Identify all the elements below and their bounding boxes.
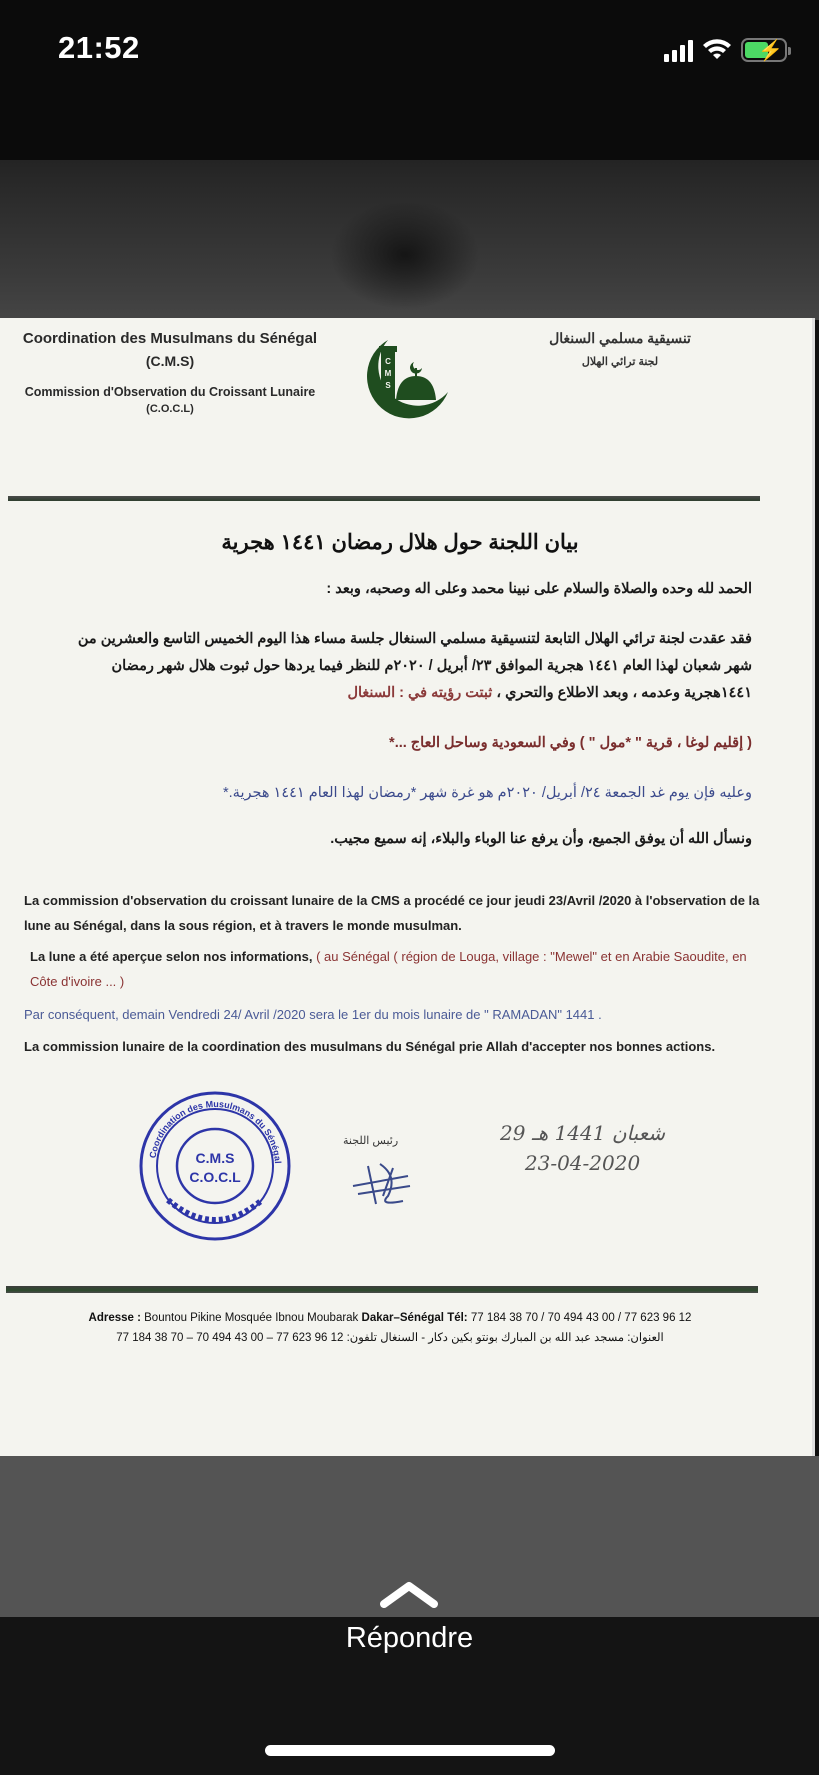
commission-name: Commission d'Observation du Croissant Lunaire	[24, 385, 316, 399]
chevron-up-icon[interactable]	[378, 1580, 440, 1610]
document-photo[interactable]	[0, 318, 815, 1456]
arabic-title: بيان اللجنة حول هلال رمضان ١٤٤١ هجرية	[221, 531, 579, 554]
arabic-paragraph-2	[52, 626, 752, 707]
svg-text:C.M.S: C.M.S	[195, 1150, 235, 1166]
french-paragraph-2	[30, 944, 770, 994]
address-line-french: Adresse : Bountou Pikine Mosquée Ibnou Moubarak Dakar–Sénégal Tél: 77 184 38 70 / 70 494 43 00 / 77 623 96 12	[88, 1312, 692, 1324]
header-divider	[8, 496, 760, 501]
crescent-mosque-logo-icon	[348, 332, 458, 422]
address-block	[20, 1308, 760, 1348]
status-time: 21:52	[58, 30, 140, 65]
commission-abbr: (C.O.C.L)	[146, 403, 194, 415]
arabic-paragraph-1: الحمد لله وحده والصلاة والسلام على نبينا محمد وعلى اله وصحبه، وبعد :	[326, 581, 752, 597]
arabic-prayer: ونسأل الله أن يوفق الجميع، وأن يرفع عنا الوباء والبلاء، إنه سميع مجيب.	[330, 831, 752, 847]
arabic-paragraph-2-highlight: ثبتت رؤيته في : السنغال	[347, 685, 493, 701]
footer-divider	[6, 1286, 758, 1293]
svg-text:C.O.C.L: C.O.C.L	[189, 1169, 241, 1185]
org-name: Coordination des Musulmans du Sénégal	[22, 330, 318, 347]
arabic-locations: ( إقليم لوغا ، قرية " *مول " ) وفي السعودية وساحل العاج ...*	[389, 735, 752, 751]
org-name-arabic: تنسيقية مسلمي السنغال	[549, 330, 691, 346]
status-bar	[0, 0, 819, 160]
arabic-paragraph-2-text: فقد عقدت لجنة ترائي الهلال التابعة لتنسيقية مسلمي السنغال جلسة مساء هذا اليوم الخميس التاسع والعشرين من شهر شعبان لهذا العام ١٤٤١ هجرية الموافق ٢٣/ أبريل / ٢٠٢٠م للنظر فيما يردها حول ثبوت هلال شهر رمضان ١٤٤١هجرية وعدمه ، وبعد الاطلاع والتحري ،	[77, 631, 752, 701]
handwritten-date-hijri: 29 شعبان 1441 هـ	[500, 1121, 666, 1145]
commission-arabic: لجنة ترائي الهلال	[581, 356, 659, 368]
header-right	[500, 330, 740, 368]
french-paragraph-2-text: La lune a été aperçue selon nos informations,	[30, 949, 313, 964]
header-left	[0, 330, 340, 415]
french-prayer: La commission lunaire de la coordination des musulmans du Sénégal prie Allah d'accepter nos bonnes actions.	[24, 1039, 716, 1054]
signature-icon	[348, 1156, 418, 1208]
wifi-icon	[703, 39, 731, 61]
handwritten-date-gregorian: 23-04-2020	[524, 1151, 641, 1175]
arabic-conclusion: وعليه فإن يوم غد الجمعة ٢٤/ أبريل/ ٢٠٢٠م هو غرة شهر *رمضان لهذا العام ١٤٤١ هجرية.*	[223, 785, 752, 801]
svg-text:C: C	[385, 357, 391, 366]
official-stamp-icon	[138, 1090, 293, 1242]
org-abbr: (C.M.S)	[145, 353, 195, 369]
handwritten-date	[500, 1118, 665, 1178]
finger-shadow	[330, 200, 480, 310]
svg-text:Coordination des Musulmans du: Coordination des Musulmans du Sénégal	[147, 1098, 283, 1164]
svg-text:S: S	[385, 381, 391, 390]
status-icons	[664, 38, 787, 62]
svg-text:M: M	[384, 369, 392, 378]
home-indicator[interactable]	[265, 1745, 555, 1756]
battery-charging-icon: ⚡	[741, 38, 787, 62]
french-paragraph-1: La commission d'observation du croissant lunaire de la CMS a procédé ce jour jeudi 23/Avril /2020 à l'observation de la lune au Sénégal, dans la sous région, et à travers le monde musulman.	[24, 893, 760, 933]
address-line-arabic: العنوان: مسجد عبد الله بن المبارك بونتو بكين دكار - السنغال تلفون: 12 96 623 77 – 00 43 494 70 – 70 38 184 77	[116, 1332, 664, 1344]
signature-label: رئيس اللجنة	[343, 1135, 399, 1147]
cellular-signal-icon	[664, 38, 693, 62]
french-conclusion: Par conséquent, demain Vendredi 24/ Avril /2020 sera le 1er du mois lunaire de " RAMADAN" 1441 .	[24, 1007, 602, 1022]
reply-button[interactable]: Répondre	[345, 1622, 474, 1654]
french-paragraph-2-locations: ( au Sénégal ( région de Louga, village : "Mewel" et en Arabie Saoudite, en Côte d'ivoire ... )	[30, 949, 747, 989]
